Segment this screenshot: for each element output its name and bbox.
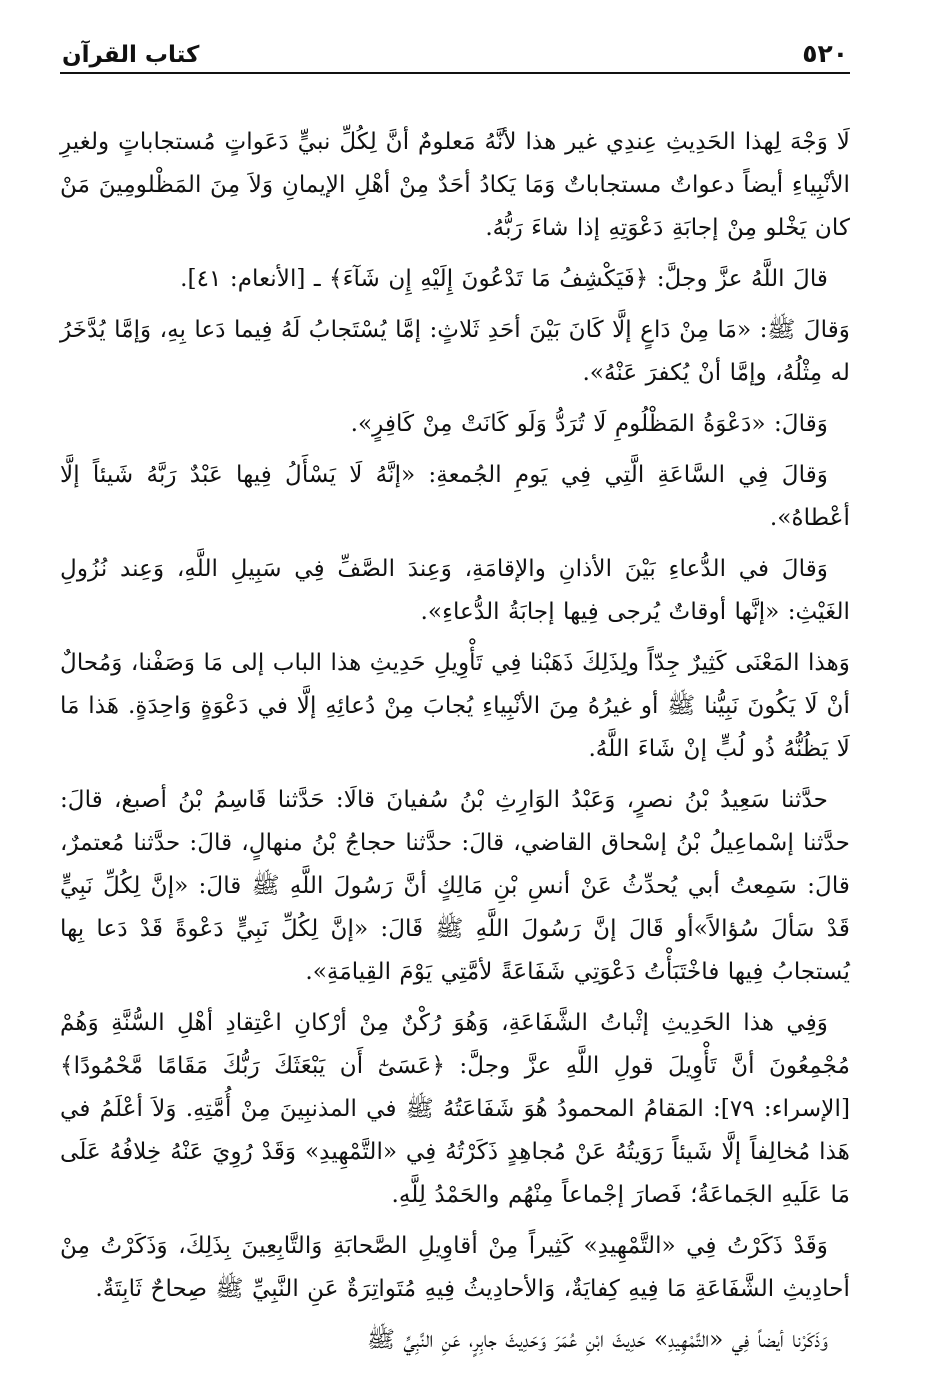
- paragraph: وَقالَ في الدُّعاءِ بَيْنَ الأذانِ والإقامَةِ، وَعِندَ الصَّفِّ فِي سَبِيلِ اللَّهِ، وَعِند نُزُولِ الغَيْثِ: «إنَّها أوقاتٌ يُرجى فِيها إجابَةُ الدُّعاءِ».: [60, 555, 850, 625]
- body-text: [60, 120, 850, 1361]
- paragraph: حدَّثنا سَعِيدُ بْنُ نصرٍ، وَعَبْدُ الوَارِثِ بْنُ سُفيانَ قالَا: حَدَّثنا قَاسِمُ بْنُ أصبغ، قالَ: حدَّثنا إسْماعِيلُ بْنُ إسْحاق القاضي، قالَ: حدَّثنا حجاجُ بْنُ منهالٍ، قالَ: حدَّثنا مُعتمرٌ، قالَ: سَمِعتُ أبي يُحدِّثُ عَنْ أنسِ بْنِ مَالِكٍ أنَّ رَسُولَ اللَّهِ ﷺ قالَ: «إنَّ لِكُلِّ نَبِيٍّ قَدْ سَألَ سُؤالاً»أو قَالَ إنَّ رَسُولَ اللَّهِ ﷺ قَالَ: «إنَّ لِكُلِّ نَبِيٍّ دَعْوةً قَدْ دَعا بِها يُستجابُ فِيها فاخْتَبَأْتُ دَعْوَتِي شَفَاعَةً لأمَّتِي يَوْمَ القِيامَةِ».: [60, 786, 851, 985]
- paragraph: وَقالَ ﷺ: «مَا مِنْ دَاعٍ إلَّا كَانَ بَيْنَ أحَدِ ثَلاثٍ: إمَّا يُسْتَجابُ لَهُ فِيما دَعا بِهِ، وَإمَّا يُدَّخَرُ له مِثْلُهُ، وإمَّا أنْ يُكفرَ عَنْهُ».: [60, 316, 850, 386]
- paragraph: وَقالَ فِي السَّاعَةِ الَّتِي فِي يَومِ الجُمعةِ: «إنَّهُ لَا يَسْأَلُ فِيها عَبْدٌ رَبَّهُ شَيئاً إلَّا أعْطاهُ».: [60, 461, 850, 531]
- paragraph: لَا وَجْهَ لِهذا الحَدِيثِ عِندِي غير هذا لأنَّهُ مَعلومٌ أنَّ لِكُلِّ نبيٍّ دَعَواتٍ مُستجاباتٍ ولغيرِ الأنْبِياءِ أيضاً دعواتٌ مستجاباتٌ وَمَا يَكادُ أحَدٌ مِنْ أهْلِ الإيمانِ وَلاَ مِنَ المَظْلومِينَ مَنْ كان يَخْلو مِنْ إجابَةِ دَعْوَتِهِ إذا شاءَ رَبُّهُ.: [60, 128, 850, 241]
- paragraph: قالَ اللَّهُ عزَّ وجلَّ: ﴿فَيَكْشِفُ مَا تَدْعُونَ إِلَيْهِ إِن شَآءَ﴾ ـ [الأنعام: ٤١].: [180, 265, 828, 292]
- paragraph: وَقَدْ ذَكَرْتُ فِي «التَّمْهِيدِ» كَثِيراً مِنْ أقاوِيلِ الصَّحابَةِ وَالتَّابِعِينَ بِذَلِكَ، وَذَكَرْتُ مِنْ أحادِيثِ الشَّفَاعَةِ مَا فِيهِ كِفايَةٌ، وَالأحادِيثُ فِيهِ مُتَواتِرَةٌ عَنِ النَّبِيِّ ﷺ صِحاحٌ ثَابِتَةٌ.: [60, 1232, 850, 1302]
- book-page: [60, 28, 850, 1369]
- paragraph: وَفِي هذا الحَدِيثِ إثْباتُ الشَّفَاعَةِ، وَهُوَ رُكْنٌ مِنْ أرْكانِ اعْتِقادِ أهْلِ السُّنَّةِ وَهُمْ مُجْمِعُونَ أنَّ تَأْوِيلَ قولِ اللَّهِ عزَّ وجلَّ: ﴿عَسَىٰٓ أَن يَبْعَثَكَ رَبُّكَ مَقَامًا مَّحْمُودًا﴾ [الإسراء: ٧٩]: المَقامُ المحمودُ هُوَ شَفَاعَتُهُ ﷺ في المذنبِينَ مِنْ أُمَّتِهِ. وَلاَ أعْلَمُ في هَذا مُخالِفاً إلَّا شَيئاً رَوَيتُهُ عَنْ مُجاهِدٍ ذَكَرْتُهُ فِي «التَّمْهِيدِ» وَقَدْ رُوِيَ عَنْهُ خِلافُهُ عَلَى مَا عَلَيهِ الجَماعَةُ؛ فَصارَ إجْماعاً مِنْهُم والحَمْدُ لِلَّهِ.: [60, 1009, 850, 1208]
- paragraph: وَهذا المَعْنَى كَثِيرٌ جِدّاً ولِذَلِكَ ذَهَبْنا فِي تَأْوِيلِ حَدِيثِ هذا الباب إلى مَا وَصَفْنا، وَمُحالٌ أنْ لَا يَكُونَ نَبِيُّنا ﷺ أو غيرُهُ مِنَ الأنْبِياءِ يُجابَ مِنْ دُعائِهِ إلَّا في دَعْوَةٍ وَاحِدَةٍ. هَذا مَا لَا يَظُنُّهُ ذُو لُبٍّ إنْ شَاءَ اللَّهُ.: [60, 649, 850, 762]
- paragraph: وَذَكَرْنا أيضاً فِي «التَّمْهِيدِ» حَدِيثَ ابْنِ عُمَرَ وَحَدِيثَ جابِرٍ، عَنِ النَّبِيِّ ﷺ: [366, 1326, 828, 1353]
- running-header: [60, 28, 850, 74]
- paragraph: وَقالَ: «دَعْوَةُ المَظْلُومِ لَا تُرَدُّ وَلَو كَانَتْ مِنْ كَافِرٍ».: [350, 410, 828, 437]
- book-title: كتاب القرآن: [62, 42, 200, 68]
- page-number: ٥٢٠: [802, 39, 848, 68]
